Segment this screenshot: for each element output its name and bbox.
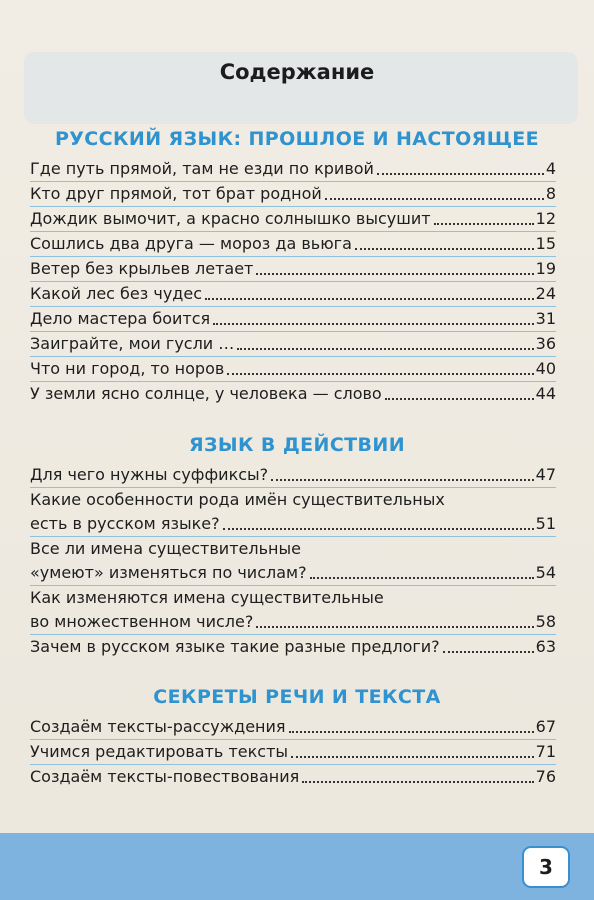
toc-entry-title: У земли ясно солнце, у человека — слово [30,384,382,403]
toc-entry-title: Для чего нужны суффиксы? [30,465,269,484]
toc-page-number: 67 [535,717,556,736]
footer-band [0,833,594,900]
toc-entry-title: Все ли имена существительные [30,539,301,558]
toc-entry[interactable] [30,256,556,281]
toc-entry[interactable] [30,157,556,181]
toc-entry-title: Сошлись два друга — мороз да вьюга [30,234,352,253]
toc-entry[interactable] [30,206,556,231]
toc-entry-title: Заиграйте, мои гусли … [30,334,235,353]
toc-entry-title: Ветер без крыльев летает [30,259,254,278]
toc-page-number: 4 [545,159,556,178]
toc-entry-title: Дело мастера боится [30,309,211,328]
toc-entry-title: Кто друг прямой, тот брат родной [30,184,322,203]
toc-page-number: 24 [535,284,556,303]
leader-dots [271,479,533,481]
toc-page-number: 51 [535,514,556,533]
toc-entry[interactable] [30,463,556,487]
toc-page-number: 47 [535,465,556,484]
toc-section-2 [30,463,556,659]
toc-entry[interactable] [30,487,556,536]
toc-entry[interactable] [30,181,556,206]
toc-entry-title: Зачем в русском языке такие разные предлоги? [30,637,440,656]
leader-dots [325,198,544,200]
toc-entry-title: Как изменяются имена существительные [30,588,384,607]
page-title: Содержание [219,60,375,84]
toc-entry[interactable] [30,381,556,406]
toc-entry[interactable] [30,585,556,634]
toc-page-number: 40 [535,359,556,378]
leader-dots [291,756,534,758]
toc-page-number: 19 [535,259,556,278]
leader-dots [355,248,534,250]
leader-dots [302,781,533,783]
toc-entry-title-continued: есть в русском языке? [30,514,220,533]
leader-dots [434,223,534,225]
leader-dots [227,373,533,375]
toc-entry-title: Какой лес без чудес [30,284,202,303]
toc-page-number: 36 [535,334,556,353]
toc-entry[interactable] [30,331,556,356]
toc-page-number: 12 [535,209,556,228]
leader-dots [443,651,534,653]
toc-page-number: 44 [535,384,556,403]
toc-entry-title: Какие особенности рода имён существительных [30,490,445,509]
toc-entry[interactable] [30,306,556,331]
toc-entry-title: Учимся редактировать тексты [30,742,289,761]
page-number: 3 [522,846,570,888]
leader-dots [223,528,534,530]
leader-dots [310,577,534,579]
toc-entry-title: Создаём тексты-повествования [30,767,300,786]
toc-entry[interactable] [30,739,556,764]
toc-page-number: 8 [545,184,556,203]
toc-entry[interactable] [30,715,556,739]
toc-page-number: 58 [535,612,556,631]
toc-section-1 [30,157,556,406]
section-heading-language-in-action: ЯЗЫК В ДЕЙСТВИИ [188,434,406,456]
toc-entry-title: Что ни город, то норов [30,359,225,378]
toc-entry[interactable] [30,231,556,256]
toc-entry[interactable] [30,281,556,306]
leader-dots [205,298,534,300]
leader-dots [256,273,533,275]
leader-dots [385,398,534,400]
leader-dots [237,348,533,350]
toc-entry-title: Создаём тексты-рассуждения [30,717,286,736]
toc-section-3 [30,715,556,789]
leader-dots [213,323,534,325]
toc-page-number: 63 [535,637,556,656]
leader-dots [289,731,534,733]
toc-entry-title-continued: «умеют» изменяться по числам? [30,563,307,582]
toc-entry-title: Дождик вымочит, а красно солнышко высушит [30,209,431,228]
toc-page-number: 15 [535,234,556,253]
section-heading-speech-secrets: СЕКРЕТЫ РЕЧИ И ТЕКСТА [153,686,441,708]
leader-dots [377,173,544,175]
section-heading-russian-language: РУССКИЙ ЯЗЫК: ПРОШЛОЕ И НАСТОЯЩЕЕ [54,128,540,150]
toc-page-number: 71 [535,742,556,761]
toc-entry[interactable] [30,764,556,789]
toc-entry-title: Где путь прямой, там не езди по кривой [30,159,374,178]
toc-entry[interactable] [30,634,556,659]
toc-page-number: 31 [535,309,556,328]
toc-entry[interactable] [30,536,556,585]
toc-entry-title-continued: во множественном числе? [30,612,254,631]
leader-dots [256,626,533,628]
toc-entry[interactable] [30,356,556,381]
toc-page-number: 76 [535,767,556,786]
toc-page-number: 54 [535,563,556,582]
